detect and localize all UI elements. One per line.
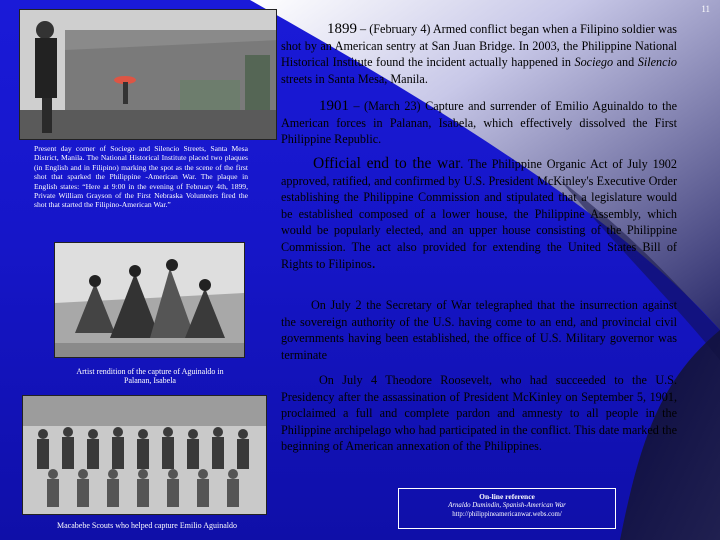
- reference-url[interactable]: http://philippineamericanwar.webs.com/: [452, 511, 562, 518]
- street-silencio: Silencio: [637, 55, 677, 70]
- reference-author: Arnaldo Dumindin, Spanish-American War: [448, 502, 566, 509]
- official-end-heading: Official end to the war: [313, 155, 461, 172]
- online-reference-box: [398, 488, 616, 529]
- capture-illustration: [54, 242, 245, 358]
- paragraph-july-2: On July 2 the Secretary of War telegraphed that the insurrection against the sovereign authority of the U.S. having come to an end, and provincial civil governments having been established, the office of U.S. Military governor was terminate: [281, 298, 677, 362]
- reference-title: On-line reference: [479, 492, 535, 501]
- scouts-caption: Macabebe Scouts who helped capture Emilio Aguinaldo: [57, 521, 237, 530]
- macabebe-scouts-photo: [22, 395, 267, 515]
- street-corner-caption: Present day corner of Sociego and Silencio Streets, Santa Mesa District, Manila. The National Historical Institute placed two plaques (in English and in Filipino) marking the spot as the scene of the first shot that sparked the Philippine -American War. The plaque in English states: “Here at 9:00 in the evening of February 4th, 1899, Private William Grayson of the First Nebraska Volunteers fired the shot that started the Filipino-American War.”: [34, 144, 248, 210]
- paragraph-official-end: Official end to the war. The Philippine Organic Act of July 1902 approved, ratified, and confirmed by U.S. President McKinley's Executive Order establishing the Philippine Commission and stipulated that a legislature would be established composed of a lower house, the Philippine Assembly, which would be popularly elected, and an upper house consisting of the Philippine Commission. The act also provided for extending the United States Bill of Rights to Filipinos.: [281, 155, 677, 272]
- street-corner-photo: [19, 9, 277, 140]
- year-1901: 1901: [319, 98, 349, 114]
- page-number: 11: [701, 4, 710, 14]
- year-1899: 1899: [327, 21, 357, 37]
- paragraph-1901: 1901 – (March 23) Capture and surrender of Emilio Aguinaldo to the American forces in Palanan, Isabela, which effectively dissolved the First Philippine Republic.: [281, 98, 677, 147]
- capture-caption: Artist rendition of the capture of Aguinaldo in Palanan, Isabela: [76, 367, 224, 386]
- paragraph-july-4: On July 4 Theodore Roosevelt, who had succeeded to the U.S. Presidency after the assassination of President McKinley on September 5, 1901, proclaimed a full and complete pardon and amnesty to all people in the Philippine archipelago who had participated in the conflict. This date marked the beginning of American annexation of the Philippines.: [281, 373, 677, 454]
- paragraph-1899: 1899 – (February 4) Armed conflict began when a Filipino soldier was shot by an American sentry at San Juan Bridge. In 2003, the Philippine National Historical Institute found the incident actually happened in Sociego and Silencio streets in Santa Mesa, Manila.: [281, 21, 677, 86]
- street-sociego: Sociego: [574, 55, 614, 70]
